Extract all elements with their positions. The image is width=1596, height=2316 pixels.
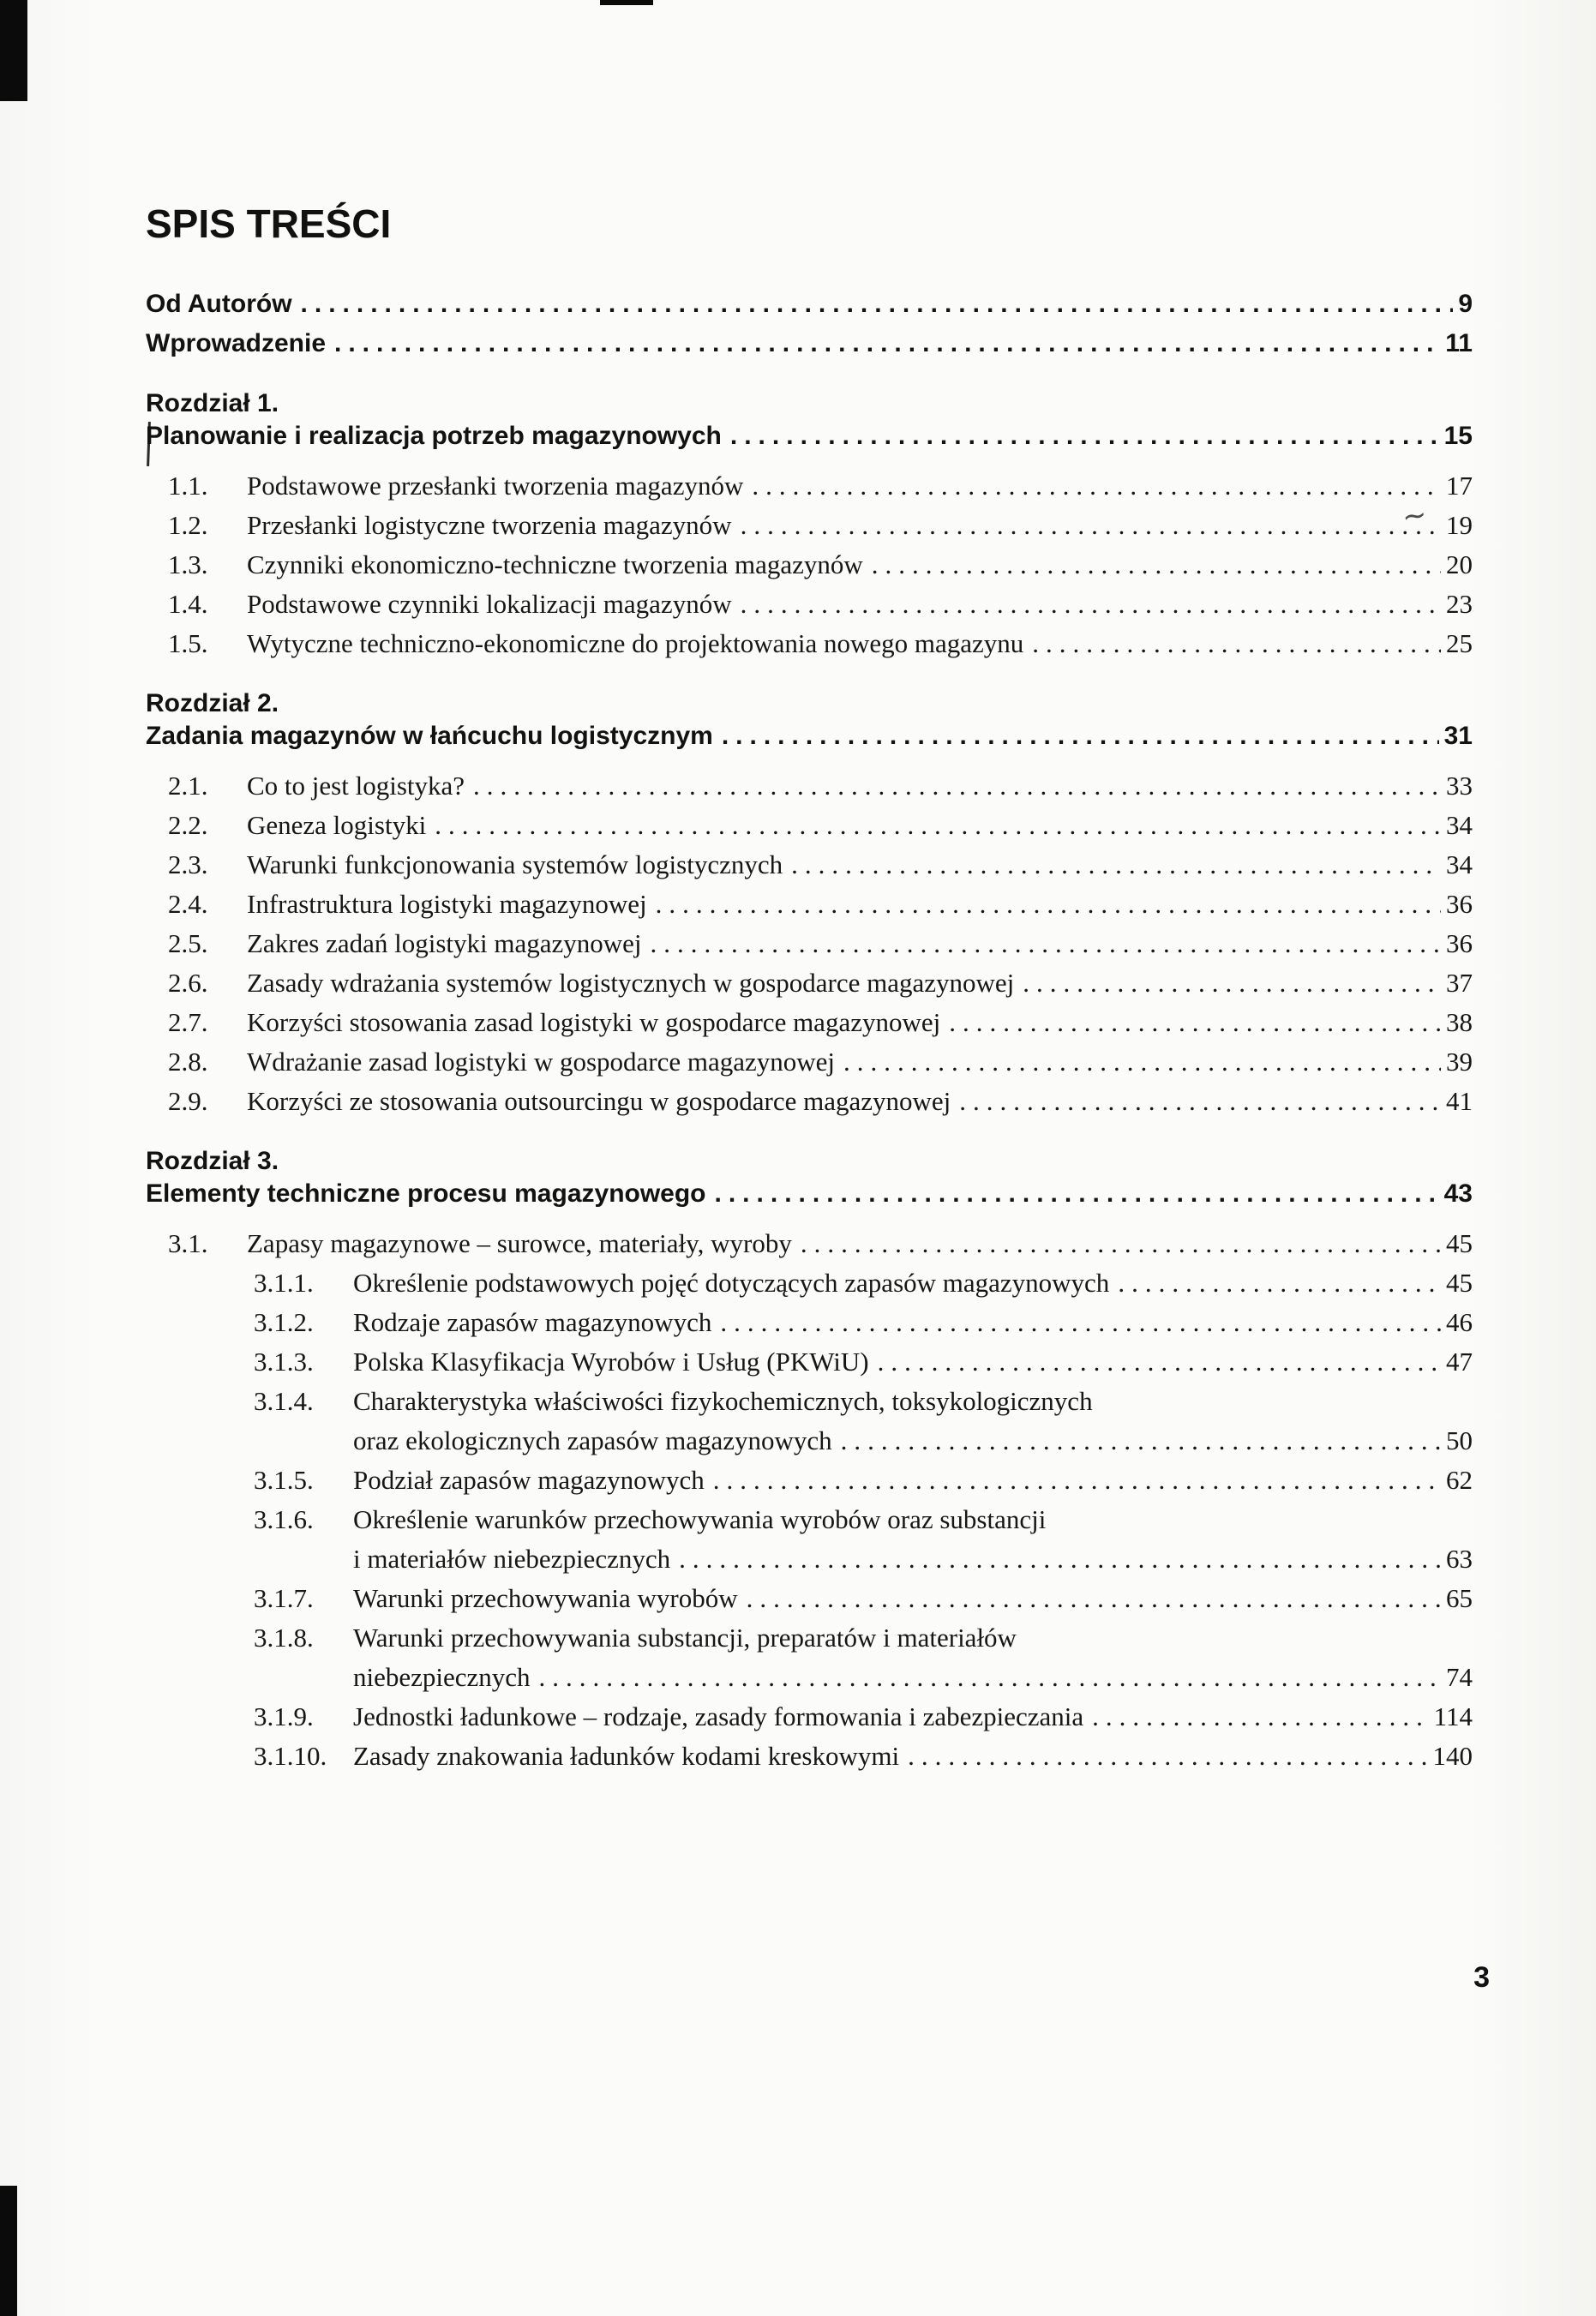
entry-number: 3.1.1.	[254, 1268, 314, 1298]
dot-leader	[747, 1579, 1441, 1618]
toc-content	[146, 201, 1473, 1776]
chapter-title-row	[146, 720, 1473, 753]
chapter-entries	[146, 1224, 1473, 1776]
entry-number: 2.4.	[168, 889, 208, 919]
chapter-heading: Rozdział 1.	[146, 389, 279, 417]
dot-leader	[741, 506, 1441, 545]
entry-continuation: niebezpiecznych	[353, 1662, 531, 1692]
entry-number: 3.1.3.	[254, 1347, 314, 1377]
entry-number: 2.7.	[168, 1007, 208, 1037]
toc-subentry	[146, 1342, 1473, 1382]
chapter-title: Planowanie i realizacja potrzeb magazynowych	[146, 422, 722, 450]
page-ref: 38	[1446, 1007, 1473, 1037]
dot-leader	[872, 545, 1441, 585]
toc-subentry	[146, 1461, 1473, 1500]
entry-text-wrap	[353, 1618, 1473, 1697]
page-ref: 9	[1458, 290, 1473, 318]
entry-number: 2.3.	[168, 849, 208, 879]
toc-entry	[146, 585, 1473, 624]
toc-subentry-twoline	[146, 1382, 1473, 1461]
page-ref: 34	[1446, 810, 1473, 840]
chapter-entries	[146, 766, 1473, 1121]
chapter-title-row	[146, 420, 1473, 453]
entry-number: 1.5.	[168, 628, 208, 658]
toc-chapter-1	[146, 387, 1473, 663]
entry-title: Korzyści stosowania zasad logistyki w gospodarce magazynowej	[247, 1007, 941, 1037]
entry-text-wrap	[353, 1382, 1473, 1461]
chapter-title-row	[146, 1178, 1473, 1210]
dot-leader	[878, 1342, 1441, 1382]
toc-front-item	[146, 285, 1473, 324]
entry-number: 2.2.	[168, 810, 208, 840]
entry-number: 3.1.8.	[254, 1623, 314, 1653]
dot-leader	[301, 285, 1454, 324]
page-ref: 45	[1446, 1268, 1473, 1298]
entry-number: 1.3.	[168, 549, 208, 579]
page-ref: 45	[1446, 1228, 1473, 1258]
page-ref: 23	[1446, 589, 1473, 619]
toc-entry	[146, 806, 1473, 845]
entry-number: 3.1.7.	[254, 1583, 314, 1613]
dot-leader	[1092, 1697, 1429, 1737]
dot-leader	[539, 1658, 1441, 1697]
dot-leader	[435, 806, 1441, 845]
entry-continuation: i materiałów niebezpiecznych	[353, 1544, 671, 1574]
entry-title: Wdrażanie zasad logistyki w gospodarce magazynowej	[247, 1047, 836, 1077]
toc-chapter-3	[146, 1145, 1473, 1776]
toc-chapter-2	[146, 687, 1473, 1121]
toc-subentry	[146, 1737, 1473, 1776]
dot-leader	[679, 1539, 1441, 1579]
page-ref: 65	[1446, 1583, 1473, 1613]
toc-subentry	[146, 1303, 1473, 1342]
dot-leader	[730, 420, 1439, 453]
entry-continuation: oraz ekologicznych zapasów magazynowych	[353, 1425, 832, 1455]
page-ref: 34	[1446, 849, 1473, 879]
page-ref: 43	[1443, 1179, 1473, 1208]
page-ref: 47	[1446, 1347, 1473, 1377]
entry-title: Geneza logistyki	[247, 810, 427, 840]
dot-leader	[741, 585, 1441, 624]
entry-number: 1.4.	[168, 589, 208, 619]
dot-leader	[801, 1224, 1441, 1263]
dot-leader	[1032, 624, 1441, 663]
toc-entry	[146, 766, 1473, 806]
entry-title: Infrastruktura logistyki magazynowej	[247, 889, 647, 919]
page-ref: 25	[1446, 628, 1473, 658]
page-ref: 36	[1446, 889, 1473, 919]
page-ref: 31	[1443, 722, 1473, 750]
toc-entry	[146, 624, 1473, 663]
toc-entry	[146, 1042, 1473, 1082]
page-number: 3	[1473, 1961, 1490, 1994]
entry-title: Zakres zadań logistyki magazynowej	[247, 928, 642, 958]
toc-entry	[146, 1224, 1473, 1263]
page-ref: 41	[1446, 1086, 1473, 1116]
entry-number: 2.5.	[168, 928, 208, 958]
page-ref: 39	[1446, 1047, 1473, 1077]
dot-leader	[908, 1737, 1427, 1776]
toc-subentry	[146, 1263, 1473, 1303]
dot-leader	[959, 1082, 1441, 1121]
dot-leader	[656, 885, 1441, 924]
scan-artifact-top-dash	[600, 0, 653, 5]
entry-title: Przesłanki logistyczne tworzenia magazynów	[247, 510, 732, 540]
entry-title: Zasady znakowania ładunków kodami kreskowymi	[353, 1741, 900, 1771]
entry-number: 3.1.	[168, 1228, 208, 1258]
toc-subentry	[146, 1697, 1473, 1737]
dot-leader	[1118, 1263, 1441, 1303]
page-ref: 20	[1446, 549, 1473, 579]
page-ref: 140	[1432, 1741, 1473, 1771]
toc-entry	[146, 845, 1473, 885]
toc-entry	[146, 545, 1473, 585]
toc-subentry-twoline	[146, 1500, 1473, 1579]
entry-title: Zasady wdrażania systemów logistycznych w gospodarce magazynowej	[247, 968, 1015, 998]
entry-number: 3.1.9.	[254, 1701, 314, 1731]
entry-text-wrap	[353, 1500, 1473, 1579]
toc-entry	[146, 963, 1473, 1003]
entry-title: Warunki przechowywania substancji, preparatów i materiałów	[353, 1623, 1017, 1653]
entry-title: Podstawowe czynniki lokalizacji magazynów	[247, 589, 732, 619]
page-ref: 114	[1433, 1701, 1473, 1731]
dot-leader	[722, 720, 1439, 753]
entry-number: 3.1.10.	[254, 1741, 327, 1771]
page-title: SPIS TREŚCI	[146, 201, 392, 246]
entry-title: Polska Klasyfikacja Wyrobów i Usług (PKWiU)	[353, 1347, 869, 1377]
entry-title: Rodzaje zapasów magazynowych	[353, 1307, 712, 1337]
toc-entry	[146, 506, 1473, 545]
dot-leader	[720, 1303, 1441, 1342]
chapter-title: Elementy techniczne procesu magazynowego	[146, 1179, 706, 1208]
scan-artifact-squiggle: ~	[1400, 497, 1430, 535]
entry-title: Zapasy magazynowe – surowce, materiały, wyroby	[247, 1228, 792, 1258]
page-ref: 63	[1446, 1544, 1473, 1574]
entry-title: Czynniki ekonomiczno-techniczne tworzenia magazynów	[247, 549, 863, 579]
entry-number: 2.6.	[168, 968, 208, 998]
dot-leader	[949, 1003, 1441, 1042]
toc-entry	[146, 1082, 1473, 1121]
dot-leader	[752, 466, 1441, 506]
page-ref: 37	[1446, 968, 1473, 998]
chapter-entries	[146, 466, 1473, 663]
scan-artifact-bottom-left	[0, 2186, 17, 2316]
entry-number: 2.8.	[168, 1047, 208, 1077]
entry-title: Charakterystyka właściwości fizykochemicznych, toksykologicznych	[353, 1386, 1093, 1416]
scan-artifact-top-left	[0, 0, 27, 101]
toc-entry	[146, 1003, 1473, 1042]
dot-leader	[791, 845, 1441, 885]
entry-title: Podział zapasów magazynowych	[353, 1465, 705, 1495]
entry-title: Jednostki ładunkowe – rodzaje, zasady formowania i zabezpieczania	[353, 1701, 1084, 1731]
toc-front-item	[146, 324, 1473, 363]
dot-leader	[843, 1042, 1441, 1082]
entry-number: 2.9.	[168, 1086, 208, 1116]
entry-continuation-row	[353, 1421, 1473, 1461]
dot-leader	[713, 1461, 1441, 1500]
front-item-label: Wprowadzenie	[146, 329, 327, 357]
dot-leader	[334, 324, 1440, 363]
entry-number: 1.2.	[168, 510, 208, 540]
page-ref: 36	[1446, 928, 1473, 958]
page-ref: 11	[1445, 329, 1473, 357]
page-ref: 17	[1446, 471, 1473, 501]
dot-leader	[1023, 963, 1441, 1003]
page-ref: 62	[1446, 1465, 1473, 1495]
entry-number: 1.1.	[168, 471, 208, 501]
entry-continuation-row	[353, 1539, 1473, 1579]
entry-title: Korzyści ze stosowania outsourcingu w gospodarce magazynowej	[247, 1086, 951, 1116]
entry-number: 3.1.5.	[254, 1465, 314, 1495]
entry-title: Wytyczne techniczno-ekonomiczne do projektowania nowego magazynu	[247, 628, 1024, 658]
page-ref: 46	[1446, 1307, 1473, 1337]
toc-entry	[146, 885, 1473, 924]
page-ref: 33	[1446, 771, 1473, 801]
entry-number: 3.1.2.	[254, 1307, 314, 1337]
page-ref: 50	[1446, 1425, 1473, 1455]
entry-number: 3.1.6.	[254, 1504, 314, 1534]
entry-title: Warunki przechowywania wyrobów	[353, 1583, 738, 1613]
front-item-label: Od Autorów	[146, 290, 292, 318]
entry-title: Określenie podstawowych pojęć dotyczących zapasów magazynowych	[353, 1268, 1110, 1298]
page-ref: 74	[1446, 1662, 1473, 1692]
page-ref: 15	[1443, 422, 1473, 450]
dot-leader	[651, 924, 1441, 963]
chapter-title: Zadania magazynów w łańcuchu logistycznym	[146, 722, 713, 750]
entry-title: Co to jest logistyka?	[247, 771, 465, 801]
toc-subentry-twoline	[146, 1618, 1473, 1697]
entry-continuation-row	[353, 1658, 1473, 1697]
page-ref: 19	[1446, 510, 1473, 540]
toc-entry	[146, 924, 1473, 963]
entry-number: 2.1.	[168, 771, 208, 801]
chapter-heading: Rozdział 2.	[146, 689, 279, 717]
dot-leader	[473, 766, 1441, 806]
dot-leader	[841, 1421, 1441, 1461]
toc-entry	[146, 466, 1473, 506]
dot-leader	[715, 1178, 1439, 1210]
chapter-heading: Rozdział 3.	[146, 1147, 279, 1175]
entry-title: Podstawowe przesłanki tworzenia magazynów	[247, 471, 744, 501]
toc-subentry	[146, 1579, 1473, 1618]
entry-title: Określenie warunków przechowywania wyrobów oraz substancji	[353, 1504, 1047, 1534]
entry-title: Warunki funkcjonowania systemów logistycznych	[247, 849, 783, 879]
entry-number: 3.1.4.	[254, 1386, 314, 1416]
